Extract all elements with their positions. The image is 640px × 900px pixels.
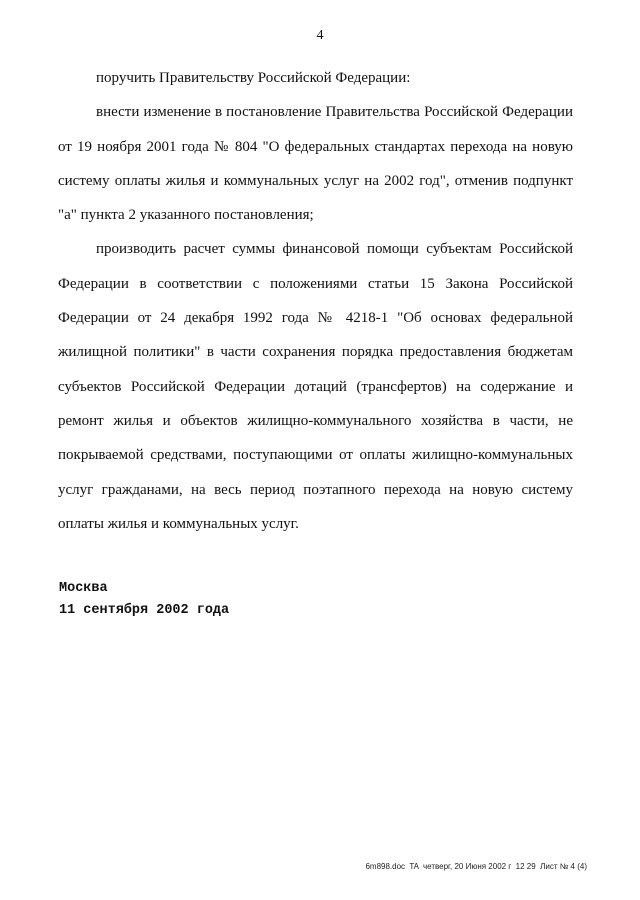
document-footer: 6m898.doc TA четверг, 20 Июня 2002 г 12 29 Лист № 4 (4) xyxy=(365,862,587,871)
signature-block xyxy=(59,578,229,622)
paragraph-instruction: поручить Правительству Российской Федерации: xyxy=(96,70,411,86)
paragraph-calculation: производить расчет суммы финансовой помощи субъектам Российской Федерации в соответствии с положениями статьи 15 Закона Российской Федерации от 24 декабря 1992 года № 4218-1 "Об основах федеральной жилищной политики" в части сохранения порядка предоставления бюджетам субъектов Российской Федерации дотаций (трансфертов) на содержание и ремонт жилья и объектов жилищно-коммунального хозяйства в части, не покрываемой средствами, поступающими от оплаты жилищно-коммунальных услуг гражданами, на весь период поэтапного перехода на новую систему оплаты жилья и коммунальных услуг. xyxy=(58,241,573,532)
document-body xyxy=(58,61,573,541)
signature-city: Москва xyxy=(59,581,108,596)
paragraph-amendment: внести изменение в постановление Правительства Российской Федерации от 19 ноября 2001 года № 804 "О федеральных стандартах перехода на новую систему оплаты жилья и коммунальных услуг на 2002 год", отменив подпункт "а" пункта 2 указанного постановления; xyxy=(58,104,573,224)
page-number: 4 xyxy=(316,28,324,43)
signature-date: 11 сентября 2002 года xyxy=(59,603,230,618)
